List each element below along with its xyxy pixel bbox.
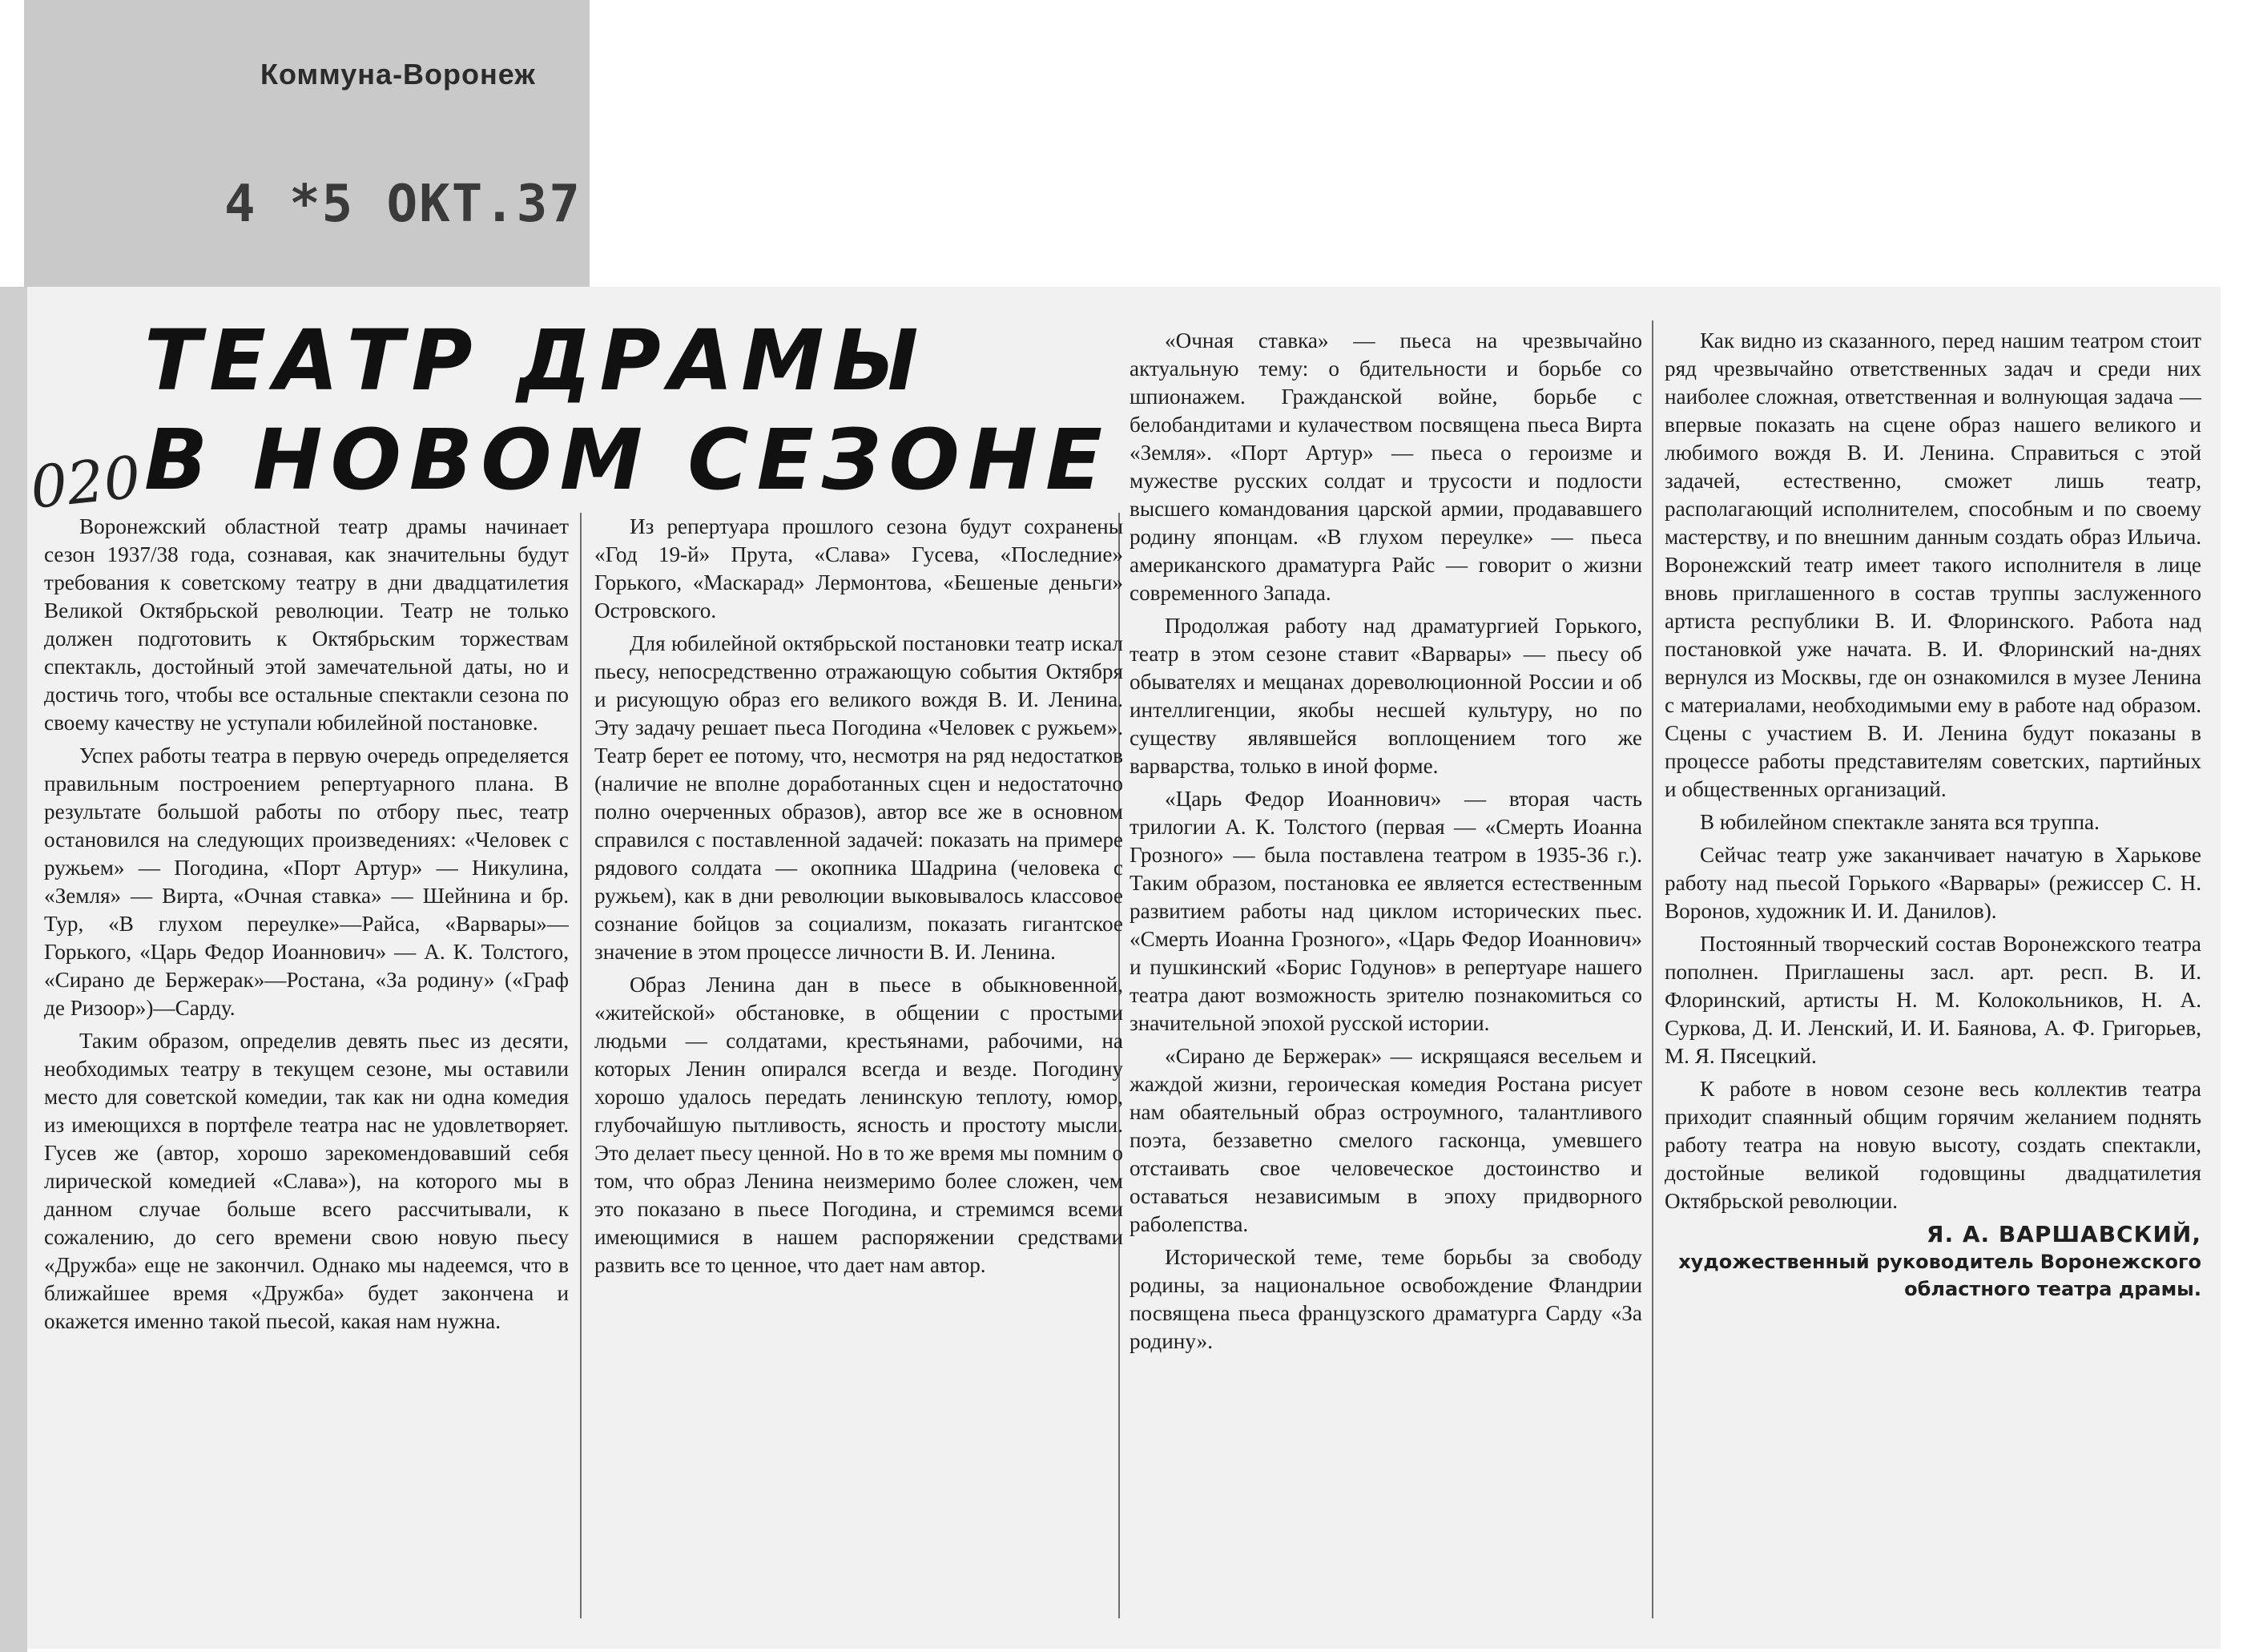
publication-stamp: Коммуна-Воронеж (260, 58, 536, 91)
paragraph: Из репертуара прошлого сезона будут сохранены «Год 19-й» Прута, «Слава» Гусева, «Последние» Горького, «Маскарад» Лермонтова, «Бешеные деньги» Островского. (594, 514, 1123, 623)
article-column-1 (44, 513, 569, 1626)
paragraph: Постоянный творческий состав Воронежского театра пополнен. Приглашены засл. арт. респ. В. И. Флоринский, артисты Н. М. Колокольников, Н. А. Суркова, Д. И. Ленский, И. И. Баянова, А. Ф. Григорьев, М. Я. Пясецкий. (1665, 932, 2201, 1068)
paragraph: Успех работы театра в первую очередь определяется правильным построением репертуарного плана. В результате большой работы по отбору пьес, театр остановился на следующих произведениях: «Человек с ружьем» — Погодина, «Порт Артур» — Никулина, «Земля» — Вирта, «Очная ставка» — Шейнина и бр. Тур, «В глухом переулке»—Райса, «Варвары»—Горького, «Царь Федор Иоаннович» — А. К. Толстого, «Сирано де Бержерак»—Ростана, «За родину» («Граф де Ризоор»)—Сарду. (44, 743, 569, 1020)
paragraph: «Очная ставка» — пьеса на чрезвычайно актуальную тему: о бдительности и борьбе со шпионажем. Гражданской войне, борьбе с белобандитами и кулачеством посвящена пьеса Вирта «Земля». «Порт Артур» — пьеса о героизме и мужестве русских солдат и трусости и подлости высшего командования царской армии, продававшего родину японцам. «В глухом переулке» — пьеса американского драматурга Райс — говорит о жизни современного Запада. (1130, 328, 1642, 605)
article-column-4 (1665, 327, 2201, 1625)
paragraph: Исторической теме, теме борьбы за свободу родины, за национальное освобождение Фландрии посвящена пьеса французского драматурга Сарду «За родину». (1130, 1245, 1642, 1353)
paragraph: «Царь Федор Иоаннович» — вторая часть трилогии А. К. Толстого (первая — «Смерть Иоанна Грозного» — была поставлена театром в 1935-36 г.). Таким образом, постановка ее является естественным развитием работы над циклом исторических пьес. «Смерть Иоанна Грозного», «Царь Федор Иоаннович» и пушкинский «Борис Годунов» в репертуаре нашего театра дают возможность зрителю познакомиться со значительной эпохой русской истории. (1130, 787, 1642, 1035)
headline-line-1: ТЕАТР ДРАМЫ (144, 312, 927, 409)
handwritten-catalog-number: 020 (26, 443, 144, 522)
paragraph: Воронежский областной театр драмы начинает сезон 1937/38 года, сознавая, как значительны будут требования к советскому театру в дни двадцатилетия Великой Октябрьской революции. Театр не только должен подготовить к Октябрьским торжествам спектакль, достойный этой замечательной даты, но и достичь того, чтобы все остальные спектакли сезона по своему качеству не уступали юбилейной постановке. (44, 514, 569, 735)
column-rule (1652, 320, 1653, 1618)
article-column-2 (594, 513, 1123, 1626)
headline-line-2: В НОВОМ СЕЗОНЕ (144, 411, 1111, 509)
paragraph: Продолжая работу над драматургией Горького, театр в этом сезоне ставит «Варвары» — пьесу об обывателях и мещанах дореволюционной России и об интеллигенции, якобы несшей культуру, но по существу являвшейся воплощением того же варварства, только в иной форме. (1130, 614, 1642, 778)
scan-margin (0, 287, 27, 1652)
paragraph: Как видно из сказанного, перед нашим театром стоит ряд чрезвычайно ответственных задач и среди них наиболее сложная, ответственная и волнующая задача — впервые показать на сцене образ нашего великого и любимого вождя В. И. Ленина. Справиться с этой задачей, естественно, сможет лишь театр, располагающий исполнителем, способным и по своему мастерству, и по внешним данным создать образ Ильича. Воронежский театр имеет такого исполнителя в лице вновь приглашенного в состав труппы заслуженного артиста республики В. И. Флоринского. Работа над постановкой уже начата. В. И. Флоринский на-днях вернулся из Москвы, где он ознакомился в музее Ленина с материалами, необходимыми ему в работе над образом. Сцены с участием В. И. Ленина будут показаны в процессе работы представителям советских, партийных и общественных организаций. (1665, 328, 2201, 801)
paragraph: Образ Ленина дан в пьесе в обыкновенной, «житейской» обстановке, в общении с простыми людьми — солдатами, крестьянами, рабочими, на которых Ленин опирался всегда и везде. Погодину хорошо удалось передать ленинскую теплоту, юмор, глубочайшую пытливость, ясность и простоту мысли. Это делает пьесу ценной. Но в то же время мы помним о том, что образ Ленина неизмеримо более сложен, чем это показано в пьесе Погодина, и стремимся всеми имеющимися в нашем распоряжении средствами развить все то ценное, что дает нам автор. (594, 973, 1123, 1277)
date-stamp: 4 *5 ОКТ.37 (224, 175, 582, 234)
paragraph: Таким образом, определив девять пьес из десяти, необходимых театру в текущем сезоне, мы оставили место для советской комедии, так как ни одна комедия из имеющихся в портфеле театра нас не удовлетворяет. Гусев же (автор, хорошо зарекомендовавший себя лирической комедией «Слава»), на которого мы в данном случае больше всего рассчитывали, к сожалению, до сего времени свою новую пьесу «Дружба» еще не закончил. Однако мы надеемся, что в ближайшее время «Дружба» будет закончена и окажется именно такой пьесой, какая нам нужна. (44, 1029, 569, 1333)
paragraph: Для юбилейной октябрьской постановки театр искал пьесу, непосредственно отражающую события Октября и рисующую образ его великого вождя В. И. Ленина. Эту задачу решает пьеса Погодина «Человек с ружьем». Театр берет ее потому, что, несмотря на ряд недостатков (наличие не вполне доработанных сцен и недостаточно полно очерченных образов), автор все же в основном справился с поставленной задачей: показать на примере рядового солдата — окопника Шадрина (человека с ружьем), как в дни революции выковывалось классовое сознание бойцов за социализм, показать гигантское значение в этом процессе личности В. И. Ленина. (594, 631, 1123, 964)
paragraph: К работе в новом сезоне весь коллектив театра приходит спаянный общим горячим желанием поднять работу театра на новую высоту, создать спектакли, достойные великой годовщины двадцатилетия Октябрьской революции. (1665, 1077, 2201, 1213)
article-column-3 (1130, 327, 1642, 1625)
column-rule (580, 513, 582, 1618)
archive-stamp-card (24, 0, 590, 288)
paragraph: «Сирано де Бержерак» — искрящаяся весельем и жаждой жизни, героическая комедия Ростана рисует нам обаятельный образ остроумного, талантливого поэта, беззаветно смелого гасконца, умевшего отстаивать свое человеческое достоинство и оставаться независимым в эпоху придворного раболепства. (1130, 1044, 1642, 1236)
author-signature: Я. А. ВАРШАВСКИЙ, (1926, 1221, 2201, 1247)
headline (144, 311, 1111, 510)
paragraph: Сейчас театр уже заканчивает начатую в Харькове работу над пьесой Горького «Варвары» (режиссер С. Н. Воронов, художник И. И. Данилов). (1665, 843, 2201, 923)
paragraph: В юбилейном спектакле занята вся труппа. (1700, 810, 2100, 834)
author-role: художественный руководитель Воронежского областного театра драмы. (1678, 1251, 2201, 1300)
